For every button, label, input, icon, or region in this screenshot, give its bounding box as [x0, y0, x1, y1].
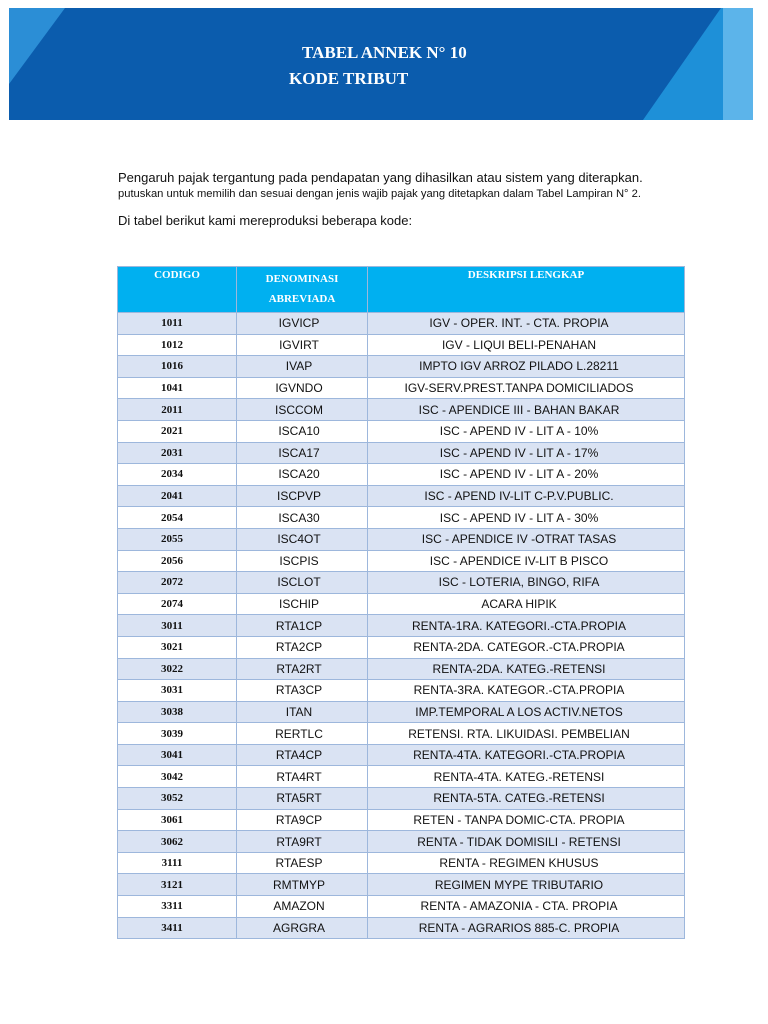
abbreviation-cell: IVAP [237, 356, 368, 378]
table-row [118, 550, 685, 572]
header-banner [9, 8, 753, 120]
abbreviation-cell: ISCPVP [237, 485, 368, 507]
abbreviation-cell: IGVIRT [237, 334, 368, 356]
abbreviation-cell: ISCA20 [237, 464, 368, 486]
description-cell: RETENSI. RTA. LIKUIDASI. PEMBELIAN [368, 723, 685, 745]
code-cell: 3011 [118, 615, 237, 637]
table-row [118, 593, 685, 615]
description-cell: ISC - APEND IV-LIT C-P.V.PUBLIC. [368, 485, 685, 507]
description-cell: ISC - APENDICE III - BAHAN BAKAR [368, 399, 685, 421]
description-cell: ISC - APEND IV - LIT A - 17% [368, 442, 685, 464]
description-cell: ACARA HIPIK [368, 593, 685, 615]
intro-paragraph-2: putuskan untuk memilih dan sesuai dengan jenis wajib pajak yang ditetapkan dalam Tabel Lampiran N° 2. [118, 188, 641, 200]
description-cell: IGV - LIQUI BELI-PENAHAN [368, 334, 685, 356]
table-row [118, 485, 685, 507]
banner-decoration-left [9, 8, 65, 84]
code-cell: 2056 [118, 550, 237, 572]
page-title: TABEL ANNEK N° 10 [302, 43, 467, 62]
code-cell: 2072 [118, 572, 237, 594]
code-cell: 3042 [118, 766, 237, 788]
header-denominasi [237, 267, 368, 313]
abbreviation-cell: ISCLOT [237, 572, 368, 594]
banner-decoration-edge [723, 8, 753, 120]
table-row [118, 896, 685, 918]
description-cell: RENTA-2DA. KATEG.-RETENSI [368, 658, 685, 680]
table-row [118, 723, 685, 745]
description-cell: ISC - LOTERIA, BINGO, RIFA [368, 572, 685, 594]
abbreviation-cell: AMAZON [237, 896, 368, 918]
header-codigo: CODIGO [118, 267, 237, 313]
description-cell: ISC - APEND IV - LIT A - 20% [368, 464, 685, 486]
description-cell: IGV-SERV.PREST.TANPA DOMICILIADOS [368, 377, 685, 399]
table-row [118, 399, 685, 421]
code-cell: 1012 [118, 334, 237, 356]
code-cell: 3038 [118, 701, 237, 723]
description-cell: IMP.TEMPORAL A LOS ACTIV.NETOS [368, 701, 685, 723]
code-cell: 3061 [118, 809, 237, 831]
description-cell: RENTA - AMAZONIA - CTA. PROPIA [368, 896, 685, 918]
intro-paragraph-1: Pengaruh pajak tergantung pada pendapatan yang dihasilkan atau sistem yang diterapkan. [118, 170, 643, 185]
abbreviation-cell: ISCA10 [237, 420, 368, 442]
abbreviation-cell: RTA2CP [237, 636, 368, 658]
table-row [118, 701, 685, 723]
header-denominasi-line2: ABREVIADA [268, 293, 336, 305]
code-cell: 2031 [118, 442, 237, 464]
table-row [118, 464, 685, 486]
code-cell: 2074 [118, 593, 237, 615]
table-row [118, 334, 685, 356]
code-cell: 2054 [118, 507, 237, 529]
code-cell: 1016 [118, 356, 237, 378]
code-cell: 2041 [118, 485, 237, 507]
abbreviation-cell: RTAESP [237, 852, 368, 874]
table-row [118, 313, 685, 335]
description-cell: RENTA-1RA. KATEGORI.-CTA.PROPIA [368, 615, 685, 637]
description-cell: RENTA-5TA. CATEG.-RETENSI [368, 788, 685, 810]
intro-paragraph-3: Di tabel berikut kami mereproduksi beberapa kode: [118, 213, 413, 228]
header-denominasi-line1: DENOMINASI [265, 273, 339, 285]
abbreviation-cell: RTA3CP [237, 680, 368, 702]
abbreviation-cell: RTA9RT [237, 831, 368, 853]
description-cell: ISC - APEND IV - LIT A - 30% [368, 507, 685, 529]
code-cell: 3041 [118, 744, 237, 766]
description-cell: ISC - APEND IV - LIT A - 10% [368, 420, 685, 442]
code-cell: 3039 [118, 723, 237, 745]
abbreviation-cell: RTA4RT [237, 766, 368, 788]
table-row [118, 680, 685, 702]
code-cell: 3062 [118, 831, 237, 853]
description-cell: ISC - APENDICE IV -OTRAT TASAS [368, 528, 685, 550]
table-row [118, 507, 685, 529]
code-cell: 3022 [118, 658, 237, 680]
code-cell: 3121 [118, 874, 237, 896]
table-row [118, 744, 685, 766]
tax-code-table [117, 266, 685, 939]
description-cell: RENTA - AGRARIOS 885-C. PROPIA [368, 917, 685, 939]
description-cell: RETEN - TANPA DOMIC-CTA. PROPIA [368, 809, 685, 831]
description-cell: ISC - APENDICE IV-LIT B PISCO [368, 550, 685, 572]
code-cell: 3031 [118, 680, 237, 702]
abbreviation-cell: ISC4OT [237, 528, 368, 550]
table-row [118, 766, 685, 788]
code-cell: 3052 [118, 788, 237, 810]
description-cell: RENTA-4TA. KATEGORI.-CTA.PROPIA [368, 744, 685, 766]
code-cell: 3311 [118, 896, 237, 918]
abbreviation-cell: RTA4CP [237, 744, 368, 766]
description-cell: RENTA - REGIMEN KHUSUS [368, 852, 685, 874]
table-row [118, 377, 685, 399]
abbreviation-cell: ITAN [237, 701, 368, 723]
abbreviation-cell: IGVICP [237, 313, 368, 335]
code-cell: 1041 [118, 377, 237, 399]
description-cell: IGV - OPER. INT. - CTA. PROPIA [368, 313, 685, 335]
table-row [118, 420, 685, 442]
code-cell: 2034 [118, 464, 237, 486]
description-cell: RENTA-2DA. CATEGOR.-CTA.PROPIA [368, 636, 685, 658]
table-row [118, 809, 685, 831]
header-deskripsi: DESKRIPSI LENGKAP [368, 267, 685, 313]
abbreviation-cell: IGVNDO [237, 377, 368, 399]
description-cell: REGIMEN MYPE TRIBUTARIO [368, 874, 685, 896]
abbreviation-cell: ISCPIS [237, 550, 368, 572]
table-row [118, 831, 685, 853]
table-row [118, 615, 685, 637]
code-cell: 3411 [118, 917, 237, 939]
description-cell: RENTA-4TA. KATEG.-RETENSI [368, 766, 685, 788]
table-row [118, 356, 685, 378]
abbreviation-cell: RERTLC [237, 723, 368, 745]
description-cell: RENTA - TIDAK DOMISILI - RETENSI [368, 831, 685, 853]
abbreviation-cell: ISCHIP [237, 593, 368, 615]
table-row [118, 852, 685, 874]
table-header-row [118, 267, 685, 313]
description-cell: IMPTO IGV ARROZ PILADO L.28211 [368, 356, 685, 378]
abbreviation-cell: ISCA30 [237, 507, 368, 529]
description-cell: RENTA-3RA. KATEGOR.-CTA.PROPIA [368, 680, 685, 702]
abbreviation-cell: RTA1CP [237, 615, 368, 637]
code-cell: 3021 [118, 636, 237, 658]
code-cell: 3111 [118, 852, 237, 874]
abbreviation-cell: RTA5RT [237, 788, 368, 810]
page-subtitle: KODE TRIBUT [289, 69, 409, 88]
table-row [118, 572, 685, 594]
table-row [118, 442, 685, 464]
table-row [118, 874, 685, 896]
abbreviation-cell: RMTMYP [237, 874, 368, 896]
table-row [118, 528, 685, 550]
code-cell: 2011 [118, 399, 237, 421]
abbreviation-cell: ISCA17 [237, 442, 368, 464]
table-row [118, 788, 685, 810]
abbreviation-cell: RTA9CP [237, 809, 368, 831]
abbreviation-cell: ISCCOM [237, 399, 368, 421]
abbreviation-cell: RTA2RT [237, 658, 368, 680]
abbreviation-cell: AGRGRA [237, 917, 368, 939]
table-row [118, 658, 685, 680]
code-cell: 2021 [118, 420, 237, 442]
table-row [118, 636, 685, 658]
code-cell: 2055 [118, 528, 237, 550]
table-row [118, 917, 685, 939]
code-cell: 1011 [118, 313, 237, 335]
